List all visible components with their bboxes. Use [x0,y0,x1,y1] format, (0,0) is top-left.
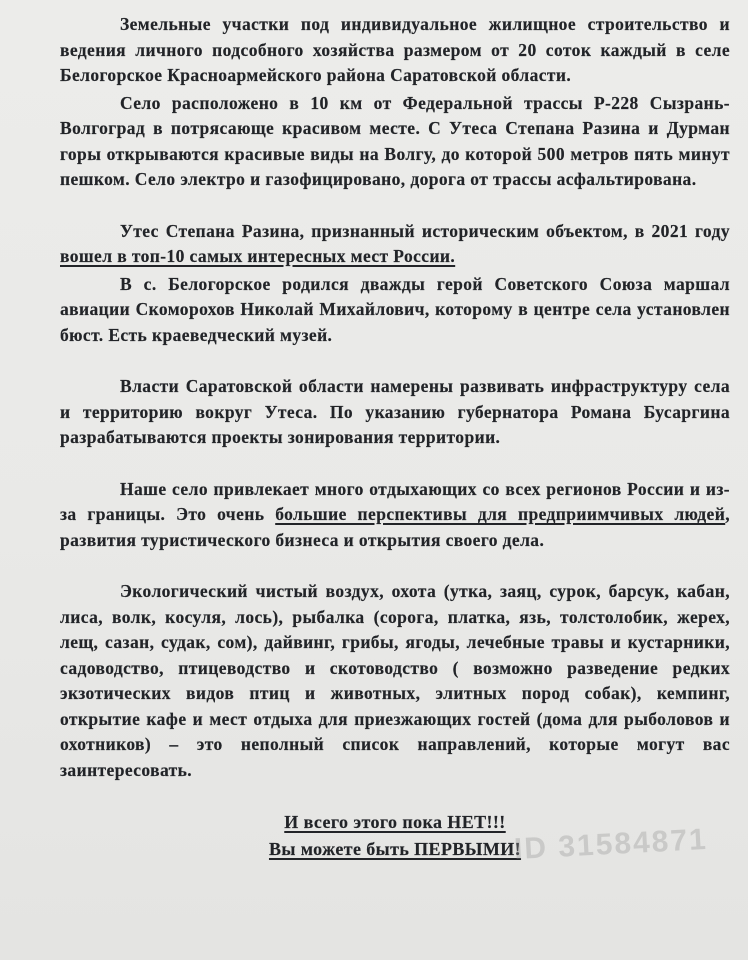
paragraph-activities: Экологический чистый воздух, охота (утка, заяц, сурок, барсук, кабан, лиса, волк, косуля, лось), рыбалка (сорога, платка, язь, толстолобик, жерех, лещ, сазан, судак, сом), дайвинг, грибы, ягоды, лечебные травы и кустарники, садоводство, птицеводство и скотоводство ( возможно разведение редких экзотических видов птиц и животных, элитных пород собак), кемпинг, открытие кафе и мест отдыха для приезжающих гостей (дома для рыболовов и охотников) – это неполный список направлений, которые могут вас заинтересовать. [60,581,730,780]
tourists-text-end: , развития туристического бизнеса и открытия своего дела. [60,504,730,550]
cliff-top10-underlined: вошел в топ-10 самых интересных мест России. [60,246,456,266]
paragraph-location: Село расположено в 10 км от Федеральной трассы Р-228 Сызрань-Волгоград в потрясающе красивом месте. С Утеса Степана Разина и Дурман горы открываются красивые виды на Волгу, до которой 500 метров пять минут пешком. Село электро и газофицировано, дорога от трассы асфальтирована. [60,92,730,189]
cliff-text: Утес Степана Разина, признанный историческим объектом, в 2021 году [120,220,730,241]
tourists-prospects-underlined: большие перспективы для предприимчивых людей [275,504,726,524]
closing-line-1-text: И всего этого пока НЕТ!!! [284,812,506,832]
paragraph-authorities: Власти Саратовской области намерены развивать инфраструктуру села и территорию вокруг Утеса. По указанию губернатора Романа Бусаргина разрабатываются проекты зонирования территории. [60,376,730,447]
tourists-text-start: Наше село привлекает много отдыхающих со всех регионов России и из-за границы. Это очень [60,478,730,524]
paragraph-tourists [60,477,730,554]
paragraph-hero: В с. Белогорское родился дважды герой Советского Союза маршал авиации Скоморохов Николай Михайлович, которому в центре села установлен бюст. Есть краеведческий музей. [60,273,730,345]
paragraph-cliff [60,219,730,270]
watermark: ID 31584871 [513,822,709,867]
paragraph-land-plots: Земельные участки под индивидуальное жилищное строительство и ведения личного подсобного хозяйства размером от 20 соток каждый в селе Белогорское Красноармейского района Саратовской области. [60,14,730,85]
closing-line-2-text: Вы можете быть ПЕРВЫМИ! [268,839,522,859]
